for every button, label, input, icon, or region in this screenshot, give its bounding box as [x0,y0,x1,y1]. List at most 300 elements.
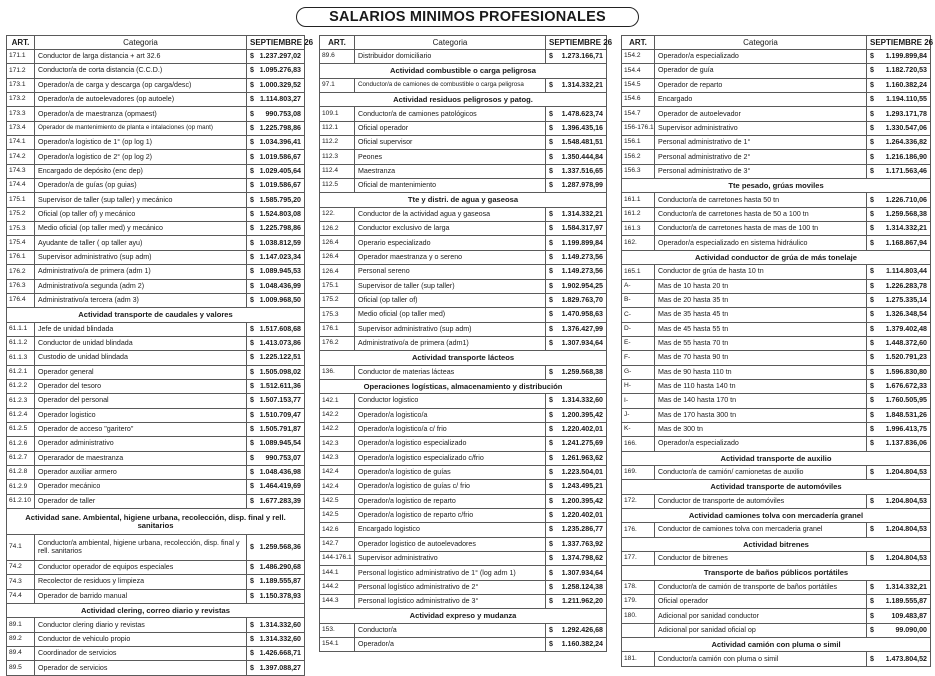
row-code: D- [622,322,655,336]
row-code: 176.1 [7,250,35,264]
value-amount: 1.182.720,53 [885,66,927,75]
value-amount: 1.223.504,01 [561,468,603,477]
table-row [622,552,931,566]
row-category: Custodio de unidad blindada [35,351,247,365]
currency-symbol: $ [549,80,553,89]
table-row [7,136,305,150]
table-row [320,566,607,580]
table-row [320,394,607,408]
value-amount: 1.470.958,63 [561,310,603,319]
row-code: 142.2 [320,422,355,436]
row-value [867,107,931,121]
row-category: Mas de 170 hasta 300 tn [655,408,867,422]
value-amount: 1.314.332,21 [885,582,927,591]
row-category: Conductor logistico [355,394,546,408]
row-code: 175.3 [320,308,355,322]
table-row [320,279,607,293]
table-row [320,365,607,379]
value-amount: 1.510.709,47 [259,410,301,419]
table-row [7,336,305,350]
value-amount: 1.048.436,98 [259,468,301,477]
value-amount: 1.478.623,74 [561,109,603,118]
row-code: 142.4 [320,465,355,479]
row-category: Mas de 140 hasta 170 tn [655,394,867,408]
currency-symbol: $ [250,382,254,391]
table-row [622,351,931,365]
value-amount: 1.243.495,21 [561,482,603,491]
value-amount: 1.507.153,77 [259,396,301,405]
value-amount: 1.200.395,42 [561,410,603,419]
row-code: 174.4 [7,179,35,193]
table-row [320,107,607,121]
row-value [867,150,931,164]
row-category: Operador/a logistico de guías c/ frio [355,480,546,494]
table-row [622,394,931,408]
row-value [546,480,607,494]
currency-symbol: $ [250,138,254,147]
row-value [247,351,305,365]
currency-symbol: $ [870,625,874,634]
row-code: 156-176.1 [622,121,655,135]
row-category: Operador administrativo [35,437,247,451]
table-row [7,618,305,632]
row-code: 61.2.9 [7,480,35,494]
row-value [867,93,931,107]
row-value [247,121,305,135]
value-amount: 1.314.332,60 [259,620,301,629]
currency-symbol: $ [250,634,254,643]
row-category: Operador/a logistico de reparto c/frio [355,509,546,523]
row-category: Recolector de residuos y limpieza [35,575,247,589]
row-code: 61.1.3 [7,351,35,365]
row-category: Personal administrativo de 2° [655,150,867,164]
section-title: Transporte de baños públicos portátiles [622,566,931,580]
value-amount: 1.524.803,08 [259,209,301,218]
value-amount: 1.189.555,87 [259,577,301,586]
currency-symbol: $ [870,281,874,290]
row-category: Conductor/a ambiental, higiene urbana, recolección, disp. final y rell. sanitarios [35,535,247,561]
header-code: ART. [320,36,355,50]
row-category: Operador de servicios [35,661,247,675]
value-amount: 1.413.073,86 [259,339,301,347]
row-code: 61.2.7 [7,451,35,465]
table-row [320,422,607,436]
table-row [320,308,607,322]
currency-symbol: $ [250,224,254,233]
value-amount: 1.216.186,90 [885,152,927,161]
currency-symbol: $ [250,453,254,462]
row-value [546,494,607,508]
row-value [867,293,931,307]
row-code: 61.2.8 [7,465,35,479]
value-amount: 1.548.481,51 [561,138,603,147]
table-row [7,535,305,561]
value-amount: 1.307.934,64 [561,568,603,577]
row-value [867,64,931,78]
table-row [622,193,931,207]
row-category: Oficial (op taller of) y mecánico [35,207,247,221]
row-value [546,623,607,637]
currency-symbol: $ [549,152,553,161]
table-row [320,580,607,594]
section-title: Actividad residuos peligrosos y patog. [320,93,607,107]
table-row [622,265,931,279]
row-code: 112.4 [320,164,355,178]
value-amount: 1.505.098,02 [259,367,301,376]
table-row [320,265,607,279]
section-title: Actividad combustible o carga peligrosa [320,64,607,78]
row-category: Operador/a de guías (op guias) [35,179,247,193]
currency-symbol: $ [870,238,874,247]
page-title: SALARIOS MINIMOS PROFESIONALES [296,7,639,27]
row-value [867,322,931,336]
currency-symbol: $ [870,80,874,89]
table-row [622,609,931,623]
row-code: 142.6 [320,523,355,537]
row-code: 89.6 [320,50,355,64]
row-category: Administrativo/a segunda (adm 2) [35,279,247,293]
currency-symbol: $ [250,209,254,218]
row-code: 175.1 [320,279,355,293]
currency-symbol: $ [870,597,874,606]
row-value [867,408,931,422]
row-category: Conductor clering diario y revistas [35,618,247,632]
table-row [622,236,931,250]
row-category: Conductor/a de carretones hasta de 50 a 100 tn [655,207,867,221]
row-value [867,365,931,379]
currency-symbol: $ [549,439,553,448]
table-row [7,494,305,508]
currency-symbol: $ [870,295,874,304]
row-code: 174.1 [7,136,35,150]
row-code: 154.7 [622,107,655,121]
row-value [546,523,607,537]
row-category: Conductor/a de carretones hasta de mas de 100 tn [655,222,867,236]
value-amount: 1.396.435,16 [561,123,603,132]
row-value [867,552,931,566]
table-row [7,575,305,589]
table-row [7,93,305,107]
value-amount: 1.211.962,20 [561,597,603,606]
section-title: Tte y distri. de agua y gaseosa [320,193,607,207]
row-code: 181. [622,652,655,666]
row-code: 176.3 [7,279,35,293]
row-value [247,561,305,575]
row-code: 176.2 [320,336,355,350]
table-row [622,322,931,336]
row-value [867,265,931,279]
value-amount: 1.464.419,69 [259,482,301,491]
row-code: 126.4 [320,236,355,250]
row-value [546,150,607,164]
row-value [247,179,305,193]
row-category: Operador general [35,365,247,379]
row-category: Operador maestranza y o sereno [355,250,546,264]
row-category: Medio oficial (op taller med) [355,308,546,322]
currency-symbol: $ [549,410,553,419]
table-row [622,465,931,479]
row-value [247,107,305,121]
currency-symbol: $ [250,542,254,551]
currency-symbol: $ [549,52,553,61]
row-code: 173.2 [7,93,35,107]
row-value [247,322,305,336]
row-category: Operador/a especializado [655,437,867,451]
row-code: E- [622,336,655,350]
value-amount: 1.029.405,64 [259,166,301,175]
value-amount: 1.200.395,42 [561,496,603,505]
row-value [247,365,305,379]
currency-symbol: $ [549,267,553,276]
value-amount: 1.902.954,25 [561,281,603,290]
table-row [320,465,607,479]
table-row [7,250,305,264]
row-code: 179. [622,595,655,609]
row-value [546,207,607,221]
value-amount: 1.314.332,21 [561,209,603,218]
row-category: Operador de taller [35,494,247,508]
currency-symbol: $ [870,339,874,347]
currency-symbol: $ [549,310,553,319]
row-code: 142.3 [320,437,355,451]
section-row [7,308,305,322]
row-value [546,451,607,465]
row-value [867,422,931,436]
row-value [546,50,607,64]
row-code: 126.4 [320,250,355,264]
row-category: Mas de 20 hasta 35 tn [655,293,867,307]
currency-symbol: $ [250,367,254,376]
value-amount: 1.225.798,86 [259,123,301,132]
currency-symbol: $ [549,281,553,290]
value-amount: 1.848.531,26 [885,410,927,419]
row-code: 61.2.6 [7,437,35,451]
value-amount: 1.996.413,75 [885,425,927,434]
header-row [622,36,931,50]
row-value [546,293,607,307]
value-amount: 990.753,08 [265,109,301,118]
currency-symbol: $ [549,597,553,606]
value-amount: 1.204.804,53 [885,554,927,563]
value-amount: 1.019.586,67 [259,152,301,161]
row-code: 89.1 [7,618,35,632]
row-code: 154.4 [622,64,655,78]
value-amount: 1.314.332,60 [561,396,603,405]
row-category: Conductor de la actividad agua y gaseosa [355,207,546,221]
currency-symbol: $ [870,95,874,104]
currency-symbol: $ [549,123,553,132]
table-row [320,638,607,652]
section-row [622,179,931,193]
row-category: Administrativo/a tercera (adm 3) [35,293,247,307]
row-value [867,78,931,92]
currency-symbol: $ [870,382,874,391]
row-value [867,437,931,451]
row-value [867,394,931,408]
row-code: 176. [622,523,655,537]
value-amount: 1.038.812,59 [259,238,301,247]
value-amount: 1.264.336,82 [885,138,927,147]
table-row [622,50,931,64]
row-code: 112.2 [320,136,355,150]
table-row [320,236,607,250]
row-value [867,595,931,609]
row-code: 142.7 [320,537,355,551]
row-category: Conductor de larga distancia + art 32.6 [35,50,247,64]
row-category: Oficial supervisor [355,136,546,150]
row-category: Administrativo/a de primera (adm1) [355,336,546,350]
row-category: Operador del personal [35,394,247,408]
value-amount: 1.241.275,69 [561,439,603,448]
table-row [7,422,305,436]
row-category: Conductor/a [355,623,546,637]
currency-symbol: $ [250,181,254,190]
row-category: Operador/a de carga y descarga (op carga/desc) [35,78,247,92]
value-amount: 1.337.763,92 [561,539,603,548]
currency-symbol: $ [549,625,553,634]
row-value [867,136,931,150]
currency-symbol: $ [870,123,874,132]
row-category: Operador/a de autoelevadores (op autoele) [35,93,247,107]
section-title: Actividad camión con pluma o simil [622,638,931,652]
currency-symbol: $ [870,396,874,405]
value-amount: 1.034.396,41 [259,138,301,147]
table-row [7,465,305,479]
currency-symbol: $ [549,425,553,434]
row-value [867,465,931,479]
table-row [622,494,931,508]
table-row [320,595,607,609]
row-category: Supervisor de taller (sup taller) y mecánico [35,193,247,207]
table-row [7,632,305,646]
value-amount: 1.275.335,14 [885,295,927,304]
row-value [546,566,607,580]
value-amount: 1.287.978,99 [561,181,603,190]
row-value [247,408,305,422]
row-code: 61.2.1 [7,365,35,379]
row-code: 174.3 [7,164,35,178]
currency-symbol: $ [250,95,254,104]
value-amount: 1.261.963,62 [561,453,603,462]
section-title: Actividad transporte de automóviles [622,480,931,494]
row-code: 176.1 [320,322,355,336]
row-value [546,509,607,523]
table-row [622,595,931,609]
row-category: Conductor de unidad blindada [35,336,247,350]
row-value [546,552,607,566]
row-category: Operador mecánico [35,480,247,494]
row-value [546,422,607,436]
row-code: 61.2.3 [7,394,35,408]
row-category: Operador del tesoro [35,379,247,393]
section-row [320,93,607,107]
currency-symbol: $ [250,339,254,347]
row-value [247,394,305,408]
row-category: Administrativo/a de primera (adm 1) [35,265,247,279]
table-row [622,279,931,293]
row-value [546,279,607,293]
row-value [247,451,305,465]
value-amount: 1.473.804,52 [885,654,927,663]
currency-symbol: $ [250,649,254,658]
row-value [867,308,931,322]
row-code: 156.1 [622,136,655,150]
section-title: Actividad bitrenes [622,537,931,551]
row-code: 74.4 [7,589,35,603]
value-amount: 1.273.166,71 [561,52,603,61]
salary-table-2 [319,35,613,652]
value-amount: 1.199.899,84 [561,238,603,247]
row-category: Conductor de transporte de automóviles [655,494,867,508]
row-code: 89.2 [7,632,35,646]
value-amount: 1.194.110,55 [885,95,927,104]
row-code: 142.5 [320,509,355,523]
currency-symbol: $ [870,224,874,233]
row-code: 174.2 [7,150,35,164]
currency-symbol: $ [250,353,254,362]
table-row [622,164,931,178]
currency-symbol: $ [549,295,553,304]
row-category: Conductor de materias lácteas [355,365,546,379]
table-row [320,164,607,178]
row-value [546,394,607,408]
row-value [247,494,305,508]
value-amount: 1.204.804,53 [885,496,927,505]
currency-symbol: $ [250,152,254,161]
currency-symbol: $ [549,554,553,563]
row-category: Supervisor administrativo [355,552,546,566]
row-category: Personal logístico administrativo de 2° [355,580,546,594]
row-category: Operador/a logistico/a [355,408,546,422]
row-value [546,121,607,135]
table-row [622,222,931,236]
value-amount: 1.829.763,70 [561,295,603,304]
header-date: SEPTIEMBRE 26 [867,36,931,50]
value-amount: 1.237.297,02 [259,52,301,61]
table-row [320,78,607,92]
currency-symbol: $ [549,339,553,347]
row-code: 136. [320,365,355,379]
table-row [320,336,607,350]
table-row [622,207,931,221]
currency-symbol: $ [870,209,874,218]
row-code: 144-176.1 [320,552,355,566]
row-value [247,250,305,264]
row-code: 61.1.1 [7,322,35,336]
row-value [247,293,305,307]
row-code: 166. [622,437,655,451]
value-amount: 1.307.934,64 [561,339,603,347]
row-value [546,408,607,422]
row-category: Operador/a especializado [655,50,867,64]
row-value [867,351,931,365]
value-amount: 1.089.945,53 [259,267,301,276]
value-amount: 1.225.122,51 [259,353,301,362]
row-code: 61.2.4 [7,408,35,422]
value-amount: 1.337.516,65 [561,166,603,175]
table-row [7,50,305,64]
row-value [247,437,305,451]
table-row [7,437,305,451]
value-amount: 990.753,07 [265,453,301,462]
table-row [320,136,607,150]
value-amount: 1.520.791,23 [885,353,927,362]
currency-symbol: $ [870,611,874,620]
row-category: Operador de autoelevador [655,107,867,121]
row-value [867,279,931,293]
table-row [7,150,305,164]
value-amount: 1.350.444,84 [561,152,603,161]
